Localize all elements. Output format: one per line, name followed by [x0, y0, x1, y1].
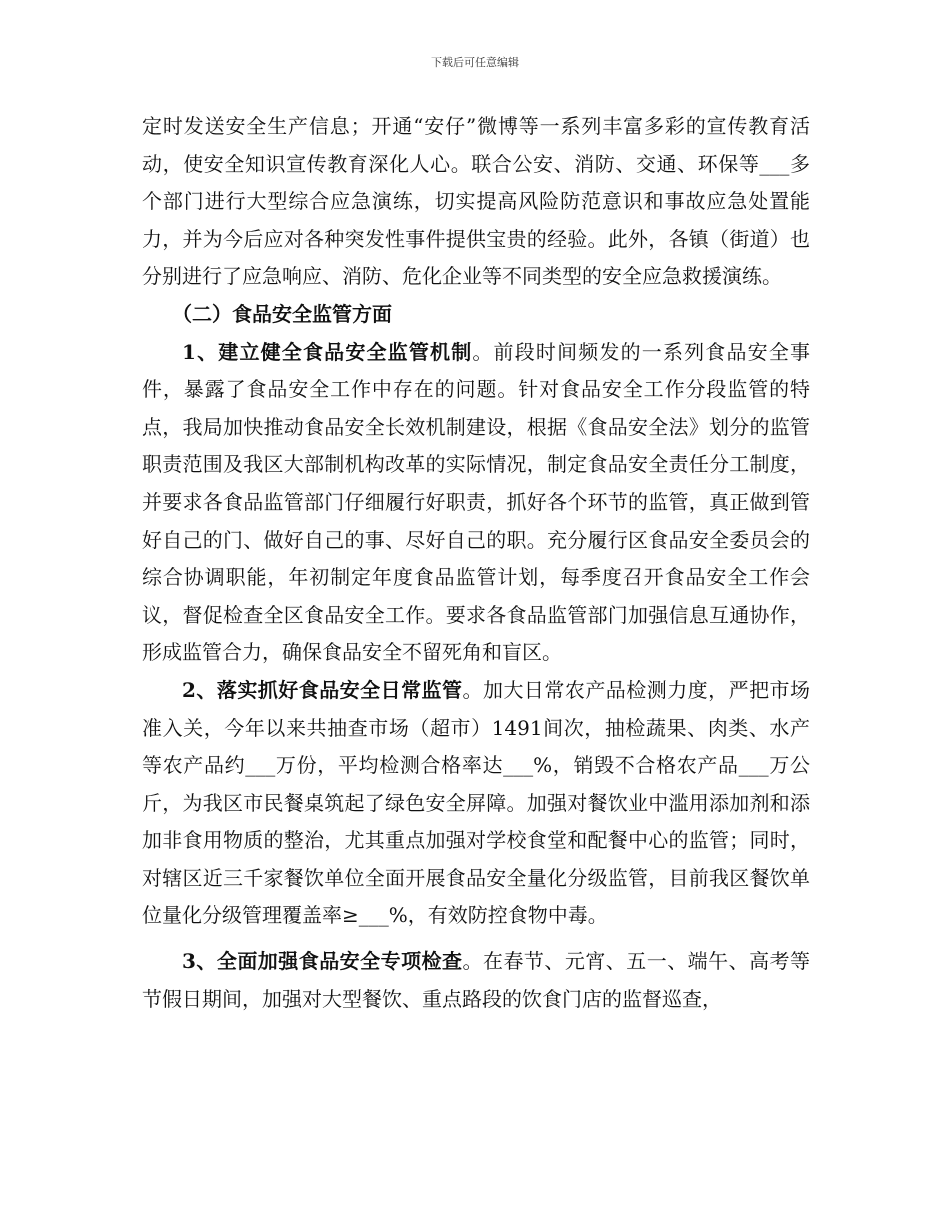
section-heading-food-safety: （二）食品安全监管方面 [172, 301, 392, 326]
paragraph-drills: 定时发送安全生产信息；开通“安仔”微博等一系列丰富多彩的宣传教育活动，使安全知识宣传教育深化人心。联合公安、消防、交通、环保等___多个部门进行大型综合应急演练，切实提高风险防范意识和事故应急处置能力，并为今后应对各种突发性事件提供宝贵的经验。此外，各镇（街道）也分别进行了应急响应、消防、危化企业等不同类型的安全应急救援演练。 [142, 114, 810, 289]
paragraph-lead-daily-supervision: 2、落实抓好食品安全日常监管 [182, 677, 463, 702]
paragraph-special-inspection [142, 943, 810, 1018]
paragraph-lead-special-inspection: 3、全面加强食品安全专项检查 [182, 949, 463, 974]
paragraph-mechanism [142, 334, 810, 672]
paragraph-daily-supervision [142, 672, 810, 935]
paragraph-lead-mechanism: 1、建立健全食品安全监管机制 [182, 339, 473, 364]
page-header: 下载后可任意编辑 [431, 56, 519, 69]
document-body [142, 108, 810, 1018]
paragraph-text-mechanism: 。前段时间频发的一系列食品安全事件，暴露了食品安全工作中存在的问题。针对食品安全工作分段监管的特点，我局加快推动食品安全长效机制建设，根据《食品安全法》划分的监管职责范围及我区大部制机构改革的实际情况，制定食品安全责任分工制度，并要求各食品监管部门仔细履行好职责，抓好各个环节的监管，真正做到管好自己的门、做好自己的事、尽好自己的职。充分履行区食品安全委员会的综合协调职能，年初制定年度食品监管计划，每季度召开食品安全工作会议，督促检查全区食品安全工作。要求各食品监管部门加强信息互通协作，形成监管合力，确保食品安全不留死角和盲区。 [142, 339, 811, 665]
paragraph-text-daily-supervision: 。加大日常农产品检测力度，严把市场准入关，今年以来共抽查市场（超市）1491间次，抽检蔬果、肉类、水产等农产品约___万份，平均检测合格率达___%，销毁不合格农产品___万公斤，为我区市民餐桌筑起了绿色安全屏障。加强对餐饮业中滥用添加剂和添加非食用物质的整治，尤其重点加强对学校食堂和配餐中心的监管；同时，对辖区近三千家餐饮单位全面开展食品安全量化分级监管，目前我区餐饮单位量化分级管理覆盖率≥___%，有效防控食物中毒。 [142, 677, 811, 928]
paragraph-text-special-inspection: 。在春节、元宵、五一、端午、高考等节假日期间，加强对大型餐饮、重点路段的饮食门店的监督巡查， [142, 949, 811, 1011]
